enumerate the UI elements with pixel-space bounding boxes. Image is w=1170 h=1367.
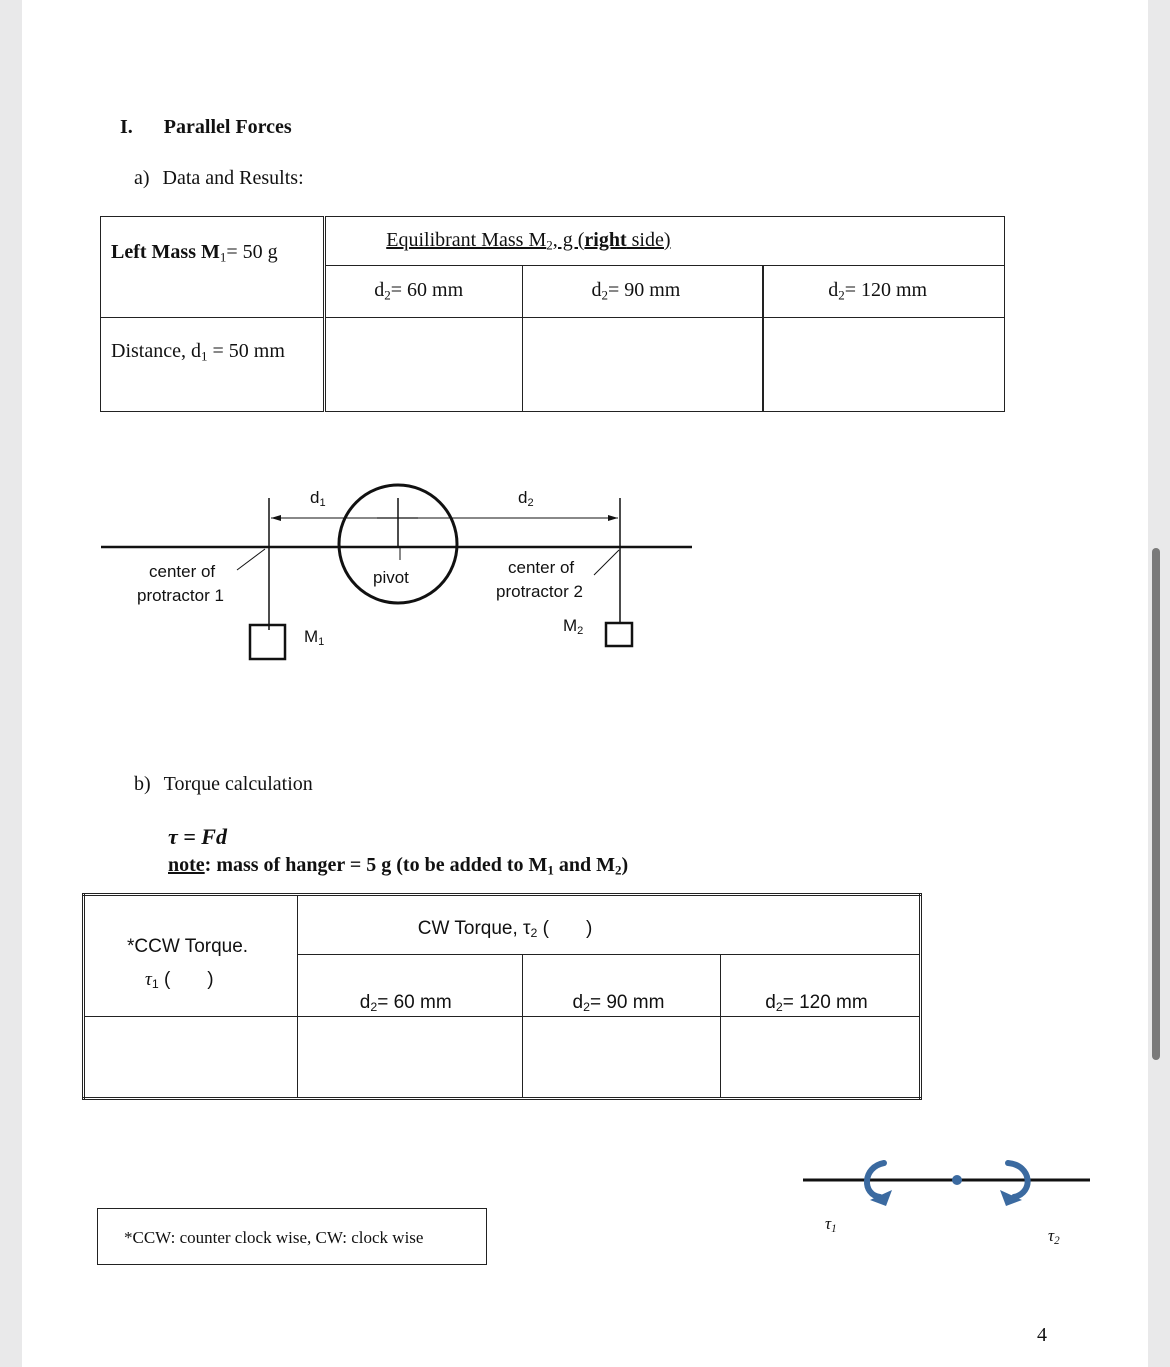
- ccw-torque-header: *CCW Torque. $\tau_1$ ( ): [84, 895, 298, 1017]
- t2-d2-90-header: $d_2= 90$ mm: [522, 955, 721, 1017]
- scrollbar[interactable]: [1152, 548, 1160, 1060]
- left-mass-cell: Left Mass $M_1= 50$ g: [101, 217, 325, 318]
- tau1-label: $\tau_1$: [825, 1214, 837, 1235]
- center2-line2: protractor 2: [496, 582, 583, 601]
- part-a-title: Data and Results:: [162, 167, 304, 189]
- m2-label: $M_2$: [563, 616, 584, 637]
- m2-60-cell[interactable]: [325, 318, 523, 412]
- data-table: [100, 216, 1005, 412]
- section-title: Parallel Forces: [163, 116, 292, 138]
- cw-60-cell[interactable]: [297, 1017, 522, 1099]
- equilibrant-header: Equilibrant Mass $M_2$, g (right side): [325, 217, 1005, 266]
- mass-m2-box: [606, 623, 632, 646]
- axis-dot: [952, 1175, 962, 1185]
- cw-90-cell[interactable]: [522, 1017, 721, 1099]
- torque-formula: τ = Fd: [168, 824, 227, 849]
- part-a-label: a): [134, 167, 150, 189]
- center1-line1: center of: [149, 562, 216, 581]
- d2-120-header: $d_2= 120$ mm: [763, 266, 1004, 318]
- center1-line2: protractor 1: [137, 586, 224, 605]
- torque-direction-icon: [800, 1150, 1095, 1210]
- center2-line1: center of: [508, 558, 575, 577]
- ccw-torque-cell[interactable]: [84, 1017, 298, 1099]
- t2-d2-120-header: $d_2= 120$ mm: [721, 955, 921, 1017]
- part-b-heading: [134, 773, 313, 796]
- section-heading: [120, 116, 292, 139]
- tau2-label: $\tau_2$: [1048, 1226, 1060, 1247]
- pivot-label: pivot: [373, 568, 409, 587]
- mass-m1-box: [250, 625, 285, 659]
- section-numeral: I.: [120, 116, 133, 138]
- part-a-heading: [134, 167, 304, 190]
- m2-90-cell[interactable]: [523, 318, 763, 412]
- part-b-title: Torque calculation: [163, 773, 313, 795]
- footnote-box: *CCW: counter clock wise, CW: clock wise: [97, 1208, 487, 1265]
- left-mass-label: Left Mass M: [111, 241, 220, 263]
- m1-label: $M_1$: [304, 627, 325, 648]
- hanger-note: note: mass of hanger = 5 g (to be added to $M_1$ and $M_2$): [168, 854, 629, 878]
- distance-cell: Distance, $d_1 = 50$ mm: [101, 318, 325, 412]
- cw-120-cell[interactable]: [721, 1017, 921, 1099]
- torque-table: [82, 893, 922, 1100]
- m2-120-cell[interactable]: [763, 318, 1004, 412]
- t2-d2-60-header: $d_2= 60$ mm: [297, 955, 522, 1017]
- d2-label: $d_2$: [518, 488, 534, 509]
- page-number: 4: [1037, 1324, 1047, 1346]
- d2-90-header: $d_2= 90$ mm: [523, 266, 763, 318]
- part-b-label: b): [134, 773, 151, 795]
- cw-torque-header: CW Torque, $\tau_2$ ( ): [297, 895, 920, 955]
- d2-60-header: $d_2= 60$ mm: [325, 266, 523, 318]
- d1-label: $d_1$: [310, 488, 326, 509]
